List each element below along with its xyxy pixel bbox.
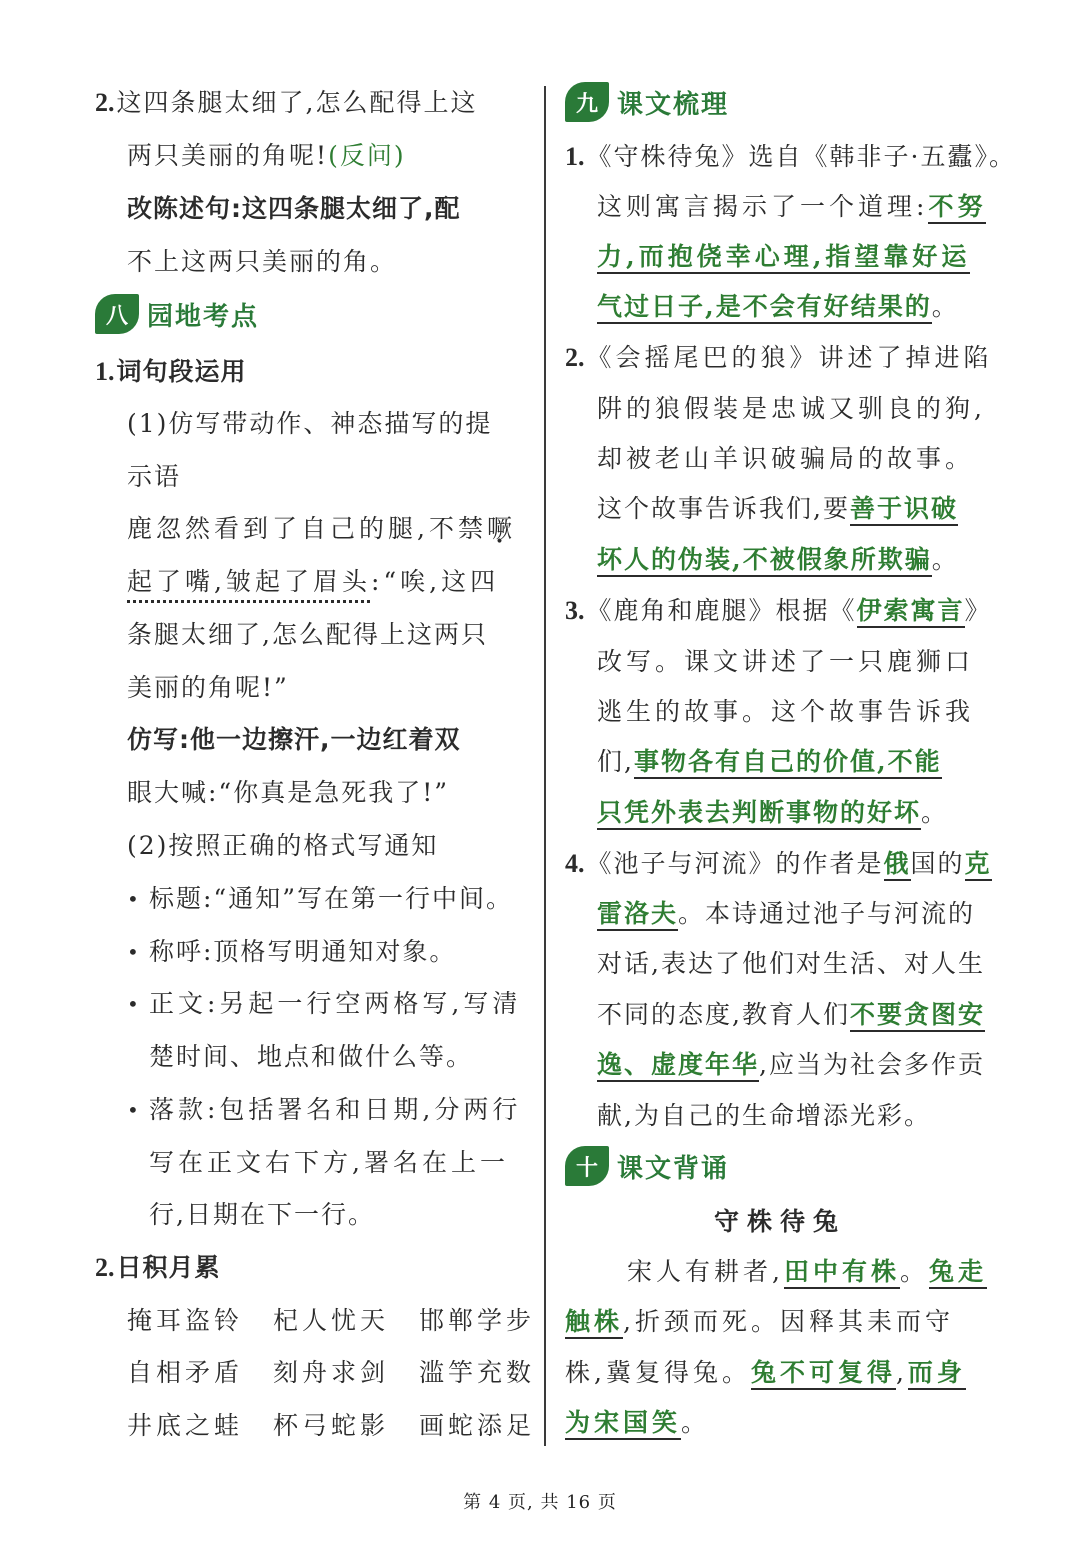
r1-line3: 力,而抱侥幸心理,指望靠好运 xyxy=(597,240,970,274)
bullet-icon: • xyxy=(127,940,139,964)
notice-sign-rule-1: 落款:包括署名和日期,分两行 xyxy=(149,1095,522,1124)
item2-line1: 2.这四条腿太细了,怎么配得上这 xyxy=(95,88,478,117)
notice-body-rule-1: 正文:另起一行空两格写,写清 xyxy=(149,989,522,1018)
bullet-icon: • xyxy=(127,1098,139,1122)
notice-body-rule-2: 楚时间、地点和做什么等。 xyxy=(149,1042,474,1071)
section-9-header xyxy=(565,80,729,124)
r3-line1: 3.《鹿角和鹿腿》根据《伊索寓言》 xyxy=(565,594,992,628)
item2-line2: 两只美丽的角呢!(反问) xyxy=(127,141,406,170)
q1-p1-line2: 示语 xyxy=(127,462,182,491)
q1-p1-line1: (1)仿写带动作、神态描写的提 xyxy=(127,409,493,438)
r4-line4: 不同的态度,教育人们不要贪图安 xyxy=(597,998,985,1032)
recite-line3: 株,冀复得兔。兔不可复得,而身 xyxy=(565,1356,966,1390)
notice-salutation-rule: 称呼:顶格写明通知对象。 xyxy=(149,937,457,966)
imitation-line2: 眼大喊:“你真是急死我了!” xyxy=(127,778,450,807)
recite-line1: 宋人有耕者,田中有株。兔走 xyxy=(627,1255,987,1289)
r2-line4: 这个故事告诉我们,要善于识破 xyxy=(597,492,958,526)
r1-line2: 这则寓言揭示了一个道理:不努 xyxy=(597,190,986,224)
section-title: 课文背诵 xyxy=(617,1153,730,1184)
r1-line1: 1.《守株待兔》选自《韩非子·五蠹》。 xyxy=(565,142,1016,171)
r3-line3: 逃生的故事。这个故事告诉我 xyxy=(597,697,975,726)
sample-line1: 鹿忽然看到了自己的腿,不禁噘 xyxy=(127,514,516,543)
r3-line5: 只凭外表去判断事物的好坏。 xyxy=(597,796,948,830)
section-8-header xyxy=(95,292,259,336)
notice-sign-rule-3: 行,日期在下一行。 xyxy=(149,1200,375,1229)
r4-line2: 雷洛夫。本诗通过池子与河流的 xyxy=(597,897,975,931)
bullet-icon: • xyxy=(127,887,139,911)
sample-line4: 美丽的角呢!” xyxy=(127,673,289,702)
r1-line4: 气过日子,是不会有好结果的。 xyxy=(597,290,959,324)
column-divider xyxy=(544,86,546,1446)
r2-line3: 却被老山羊识破骗局的故事。 xyxy=(597,444,975,473)
section-title: 园地考点 xyxy=(147,301,260,332)
notice-sign-rule-2: 写在正文右下方,署名在上一 xyxy=(149,1148,509,1177)
page-footer: 第 4 页, 共 16 页 xyxy=(463,1492,617,1513)
sample-line3: 条腿太细了,怎么配得上这两只 xyxy=(127,620,488,649)
emphasis-dotted-phrase: 起了嘴,皱起了眉头 xyxy=(127,567,371,596)
notice-title-rule: 标题:“通知”写在第一行中间。 xyxy=(149,884,513,913)
recite-line2: 触株,折颈而死。因释其耒而守 xyxy=(565,1305,954,1339)
r2-line1: 2.《会摇尾巴的狼》讲述了掉进陷 xyxy=(565,343,993,372)
idiom-row: 掩耳盗铃 杞人忧天 邯郸学步 xyxy=(127,1306,536,1335)
section-title: 课文梳理 xyxy=(617,89,730,120)
q2-title: 2.日积月累 xyxy=(95,1253,221,1282)
r4-line6: 献,为自己的生命增添光彩。 xyxy=(597,1101,931,1130)
idiom-row: 井底之蛙 杯弓蛇影 画蛇添足 xyxy=(127,1411,536,1440)
recite-line4: 为宋国笑。 xyxy=(565,1406,710,1440)
r3-line2: 改写。课文讲述了一只鹿狮口 xyxy=(597,647,975,676)
r2-line2: 阱的狼假装是忠诚又驯良的狗, xyxy=(597,394,986,423)
q1-p2: (2)按照正确的格式写通知 xyxy=(127,831,439,860)
r2-line5: 坏人的伪装,不被假象所欺骗。 xyxy=(597,543,959,577)
q1-title: 1.词句段运用 xyxy=(95,357,247,386)
item2-line4: 不上这两只美丽的角。 xyxy=(127,247,398,276)
recite-title: 守株待兔 xyxy=(713,1207,846,1236)
section-number-badge: 十 xyxy=(565,1146,609,1186)
section-number-badge: 八 xyxy=(95,294,139,334)
idiom-row: 自相矛盾 刻舟求剑 滥竽充数 xyxy=(127,1358,536,1387)
r4-line5: 逸、虚度年华,应当为社会多作贡 xyxy=(597,1048,985,1082)
sample-line2: 起了嘴,皱起了眉头:“唉,这四 xyxy=(127,567,500,596)
section-number-badge: 九 xyxy=(565,82,609,122)
imitation-line1: 仿写:他一边擦汗,一边红着双 xyxy=(127,725,461,754)
r3-line4: 们,事物各有自己的价值,不能 xyxy=(597,745,942,779)
item2-line3: 改陈述句:这四条腿太细了,配 xyxy=(127,194,461,223)
r4-line1: 4.《池子与河流》的作者是俄国的克 xyxy=(565,847,992,881)
section-10-header xyxy=(565,1144,729,1188)
bullet-icon: • xyxy=(127,992,139,1016)
r4-line3: 对话,表达了他们对生活、对人生 xyxy=(597,949,985,978)
